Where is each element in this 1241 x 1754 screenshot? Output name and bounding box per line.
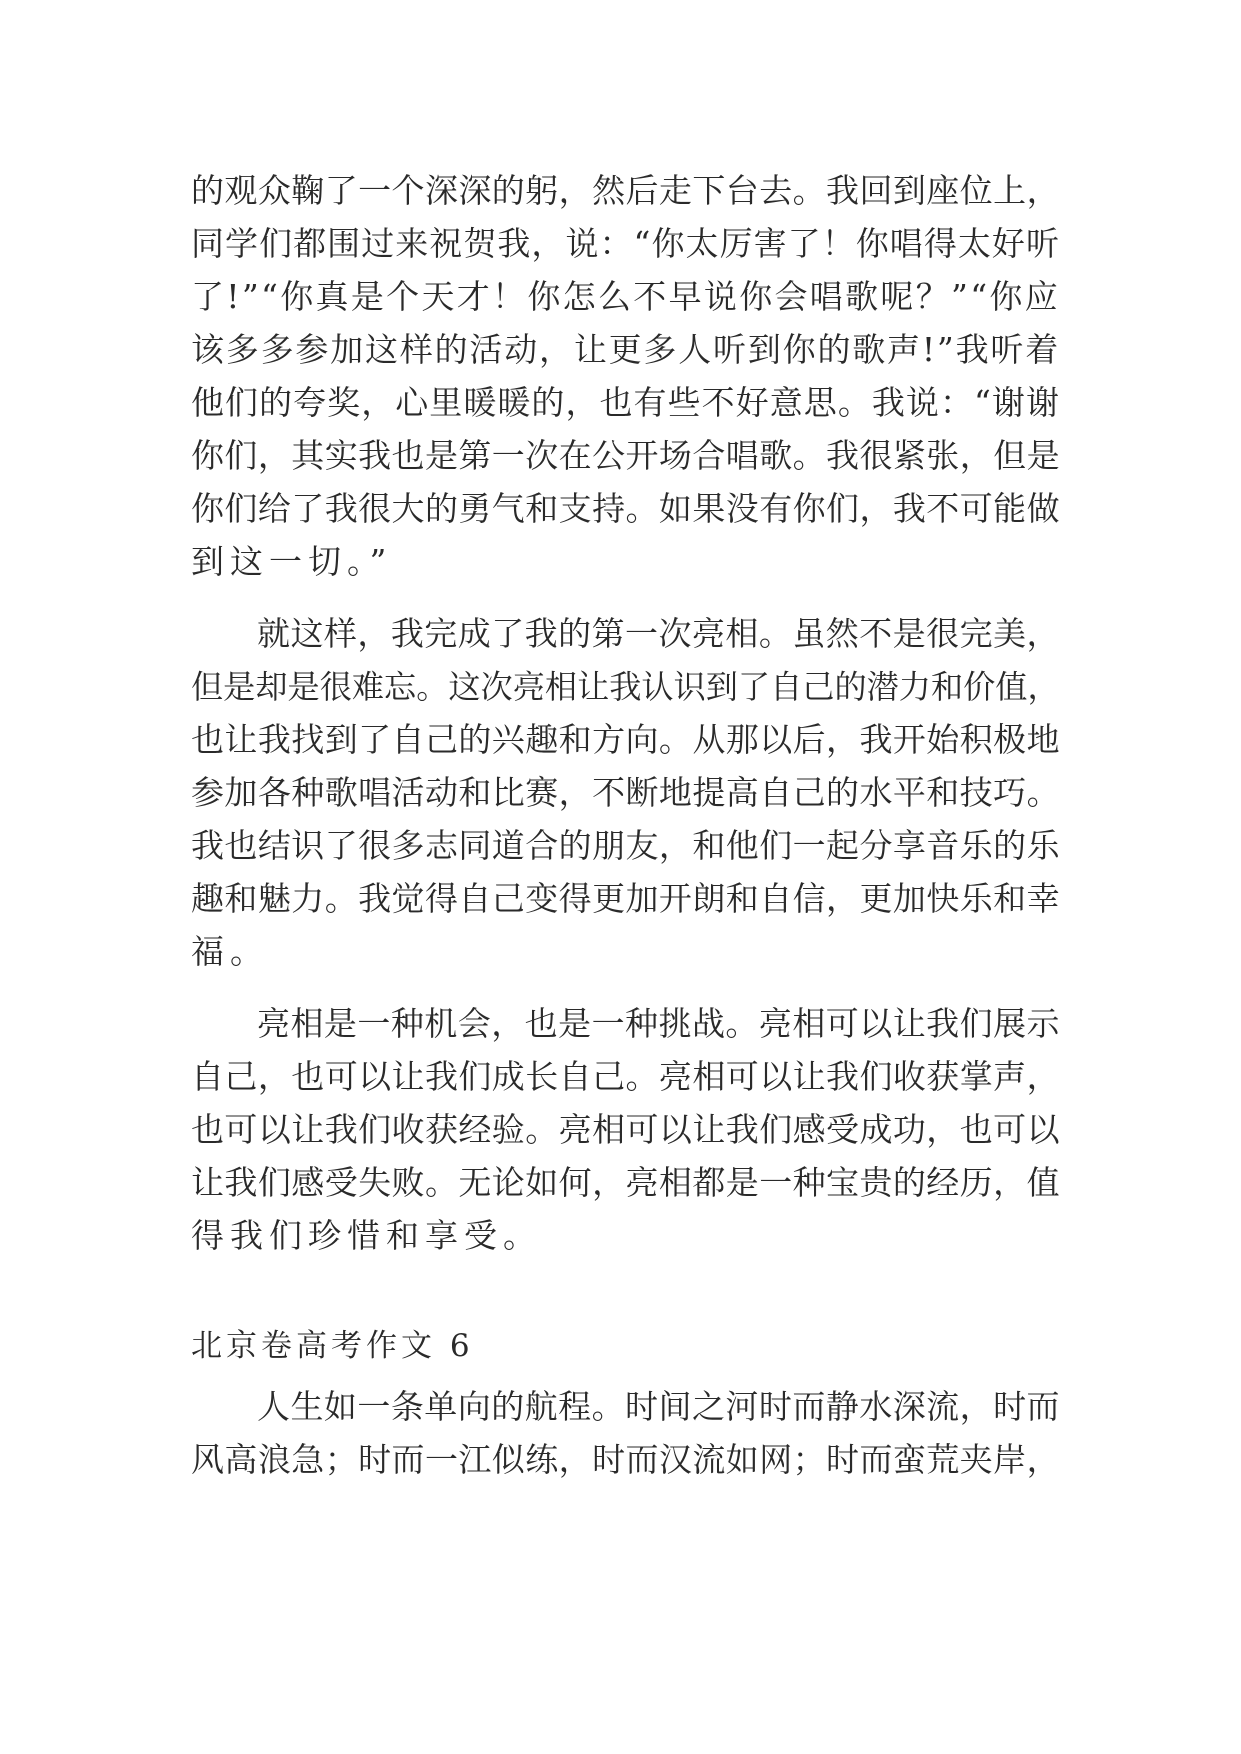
paragraph-2-line-6: 趣和魅力。我觉得自己变得更加开朗和自信，更加快乐和幸	[191, 879, 1060, 918]
paragraph-1-line-5: 他们的夸奖，心里暖暖的，也有些不好意思。我说：“谢谢	[191, 383, 1060, 422]
section-paragraph-line-2: 风高浪急；时而一江似练，时而汉流如网；时而蛮荒夹岸，	[191, 1440, 1060, 1479]
section-paragraph-line-1: 人生如一条单向的航程。时间之河时而静水深流，时而	[257, 1387, 1060, 1426]
paragraph-2-line-2: 但是却是很难忘。这次亮相让我认识到了自己的潜力和价值，	[191, 668, 1060, 706]
paragraph-1-line-7: 你们给了我很大的勇气和支持。如果没有你们，我不可能做	[191, 489, 1060, 528]
paragraph-3-line-4: 让我们感受失败。无论如何，亮相都是一种宝贵的经历，值	[191, 1163, 1060, 1202]
paragraph-2-line-4: 参加各种歌唱活动和比赛，不断地提高自己的水平和技巧。	[191, 773, 1060, 812]
paragraph-3-line-2: 自己，也可以让我们成长自己。亮相可以让我们收获掌声，	[191, 1057, 1060, 1096]
paragraph-2-line-5: 我也结识了很多志同道合的朋友，和他们一起分享音乐的乐	[191, 826, 1060, 865]
paragraph-3-line-1: 亮相是一种机会，也是一种挑战。亮相可以让我们展示	[257, 1004, 1060, 1043]
paragraph-1-line-8: 到这一切。”	[191, 542, 393, 581]
paragraph-3-line-5: 得我们珍惜和享受。	[191, 1216, 542, 1255]
paragraph-2-line-3: 也让我找到了自己的兴趣和方向。从那以后，我开始积极地	[191, 720, 1060, 759]
paragraph-1-line-1: 的观众鞠了一个深深的躬，然后走下台去。我回到座位上，	[191, 171, 1060, 210]
paragraph-2-line-7: 福。	[191, 932, 269, 971]
paragraph-1-line-3: 了!”“你真是个天才！你怎么不早说你会唱歌呢？”“你应	[191, 277, 1060, 316]
paragraph-3-line-3: 也可以让我们收获经验。亮相可以让我们感受成功，也可以	[191, 1110, 1060, 1149]
paragraph-1-line-4: 该多多参加这样的活动，让更多人听到你的歌声!”我听着	[191, 330, 1060, 369]
paragraph-1-line-2: 同学们都围过来祝贺我，说：“你太厉害了！你唱得太好听	[191, 224, 1060, 263]
section-title: 北京卷高考作文 6	[191, 1328, 474, 1364]
paragraph-1-line-6: 你们，其实我也是第一次在公开场合唱歌。我很紧张，但是	[191, 436, 1060, 475]
paragraph-2-line-1: 就这样，我完成了我的第一次亮相。虽然不是很完美，	[257, 614, 1060, 653]
